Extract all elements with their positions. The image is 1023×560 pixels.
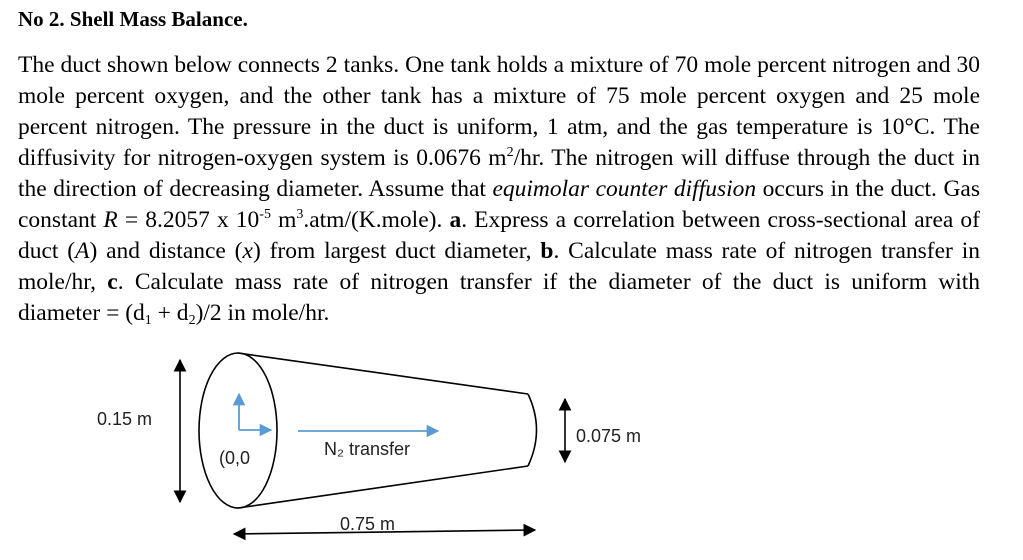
part-a-label: a [449,207,462,233]
italic-term: equimolar counter diffusion [492,176,757,202]
subscript: 1 [144,313,152,328]
superscript: -5 [259,207,271,222]
text-segment: m [270,207,297,233]
text-segment: ) and distance ( [89,238,243,264]
large-diameter-label: 0.15 m [97,409,153,429]
superscript: 3 [296,207,304,222]
duct-diagram [0,340,1023,560]
symbol-a: A [75,238,90,264]
subscript: 2 [188,313,196,328]
symbol-r: R [103,207,118,233]
small-diameter-label: 0.075 m [576,426,642,446]
text-segment: = 8.2057 x 10 [117,207,260,233]
text-segment: .atm/(K.mole). [303,207,450,233]
transfer-label: N₂ transfer [324,439,411,459]
origin-label: (0,0 [219,448,251,468]
text-segment: )/2 in mole/hr. [195,300,330,326]
part-b-label: b [540,238,554,264]
duct-bottom-edge [238,466,528,508]
text-segment: . Express a correlation between cross-sectional area of duct ( [18,207,980,264]
text-segment: + d [151,300,189,326]
length-label: 0.75 m [340,514,396,534]
text-segment: The duct shown below connects 2 tanks. One tank holds a mixture of 70 mole percent nitrogen and 30 mole percent oxygen, and the other tank has a mixture of 75 mole percent oxygen and 25 mole percent nitrogen. The pressure in the duct is uniform, 1 atm, and the gas temperature is 10°C. The diffusivity for nitrogen-oxygen system is 0.0676 m [18,52,980,171]
duct-top-edge [238,353,528,394]
text-segment: . Calculate mass rate of nitrogen transfer in mole/hr, [18,238,980,295]
text-segment: occurs in the duct. Gas constant [18,176,981,233]
text-segment: /hr. The nitrogen will diffuse through the duct in the direction of decreasing diameter. Assume that [18,145,980,202]
duct-small-end [528,394,537,466]
text-segment: . Calculate mass rate of nitrogen transfer if the diameter of the duct is uniform with diameter = (d [18,269,981,326]
symbol-x: x [242,238,253,264]
superscript: 2 [506,145,514,160]
problem-statement [18,50,980,329]
part-c-label: c [107,269,118,295]
text-segment: ) from largest duct diameter, [252,238,541,264]
problem-title: No 2. Shell Mass Balance. [18,7,248,31]
